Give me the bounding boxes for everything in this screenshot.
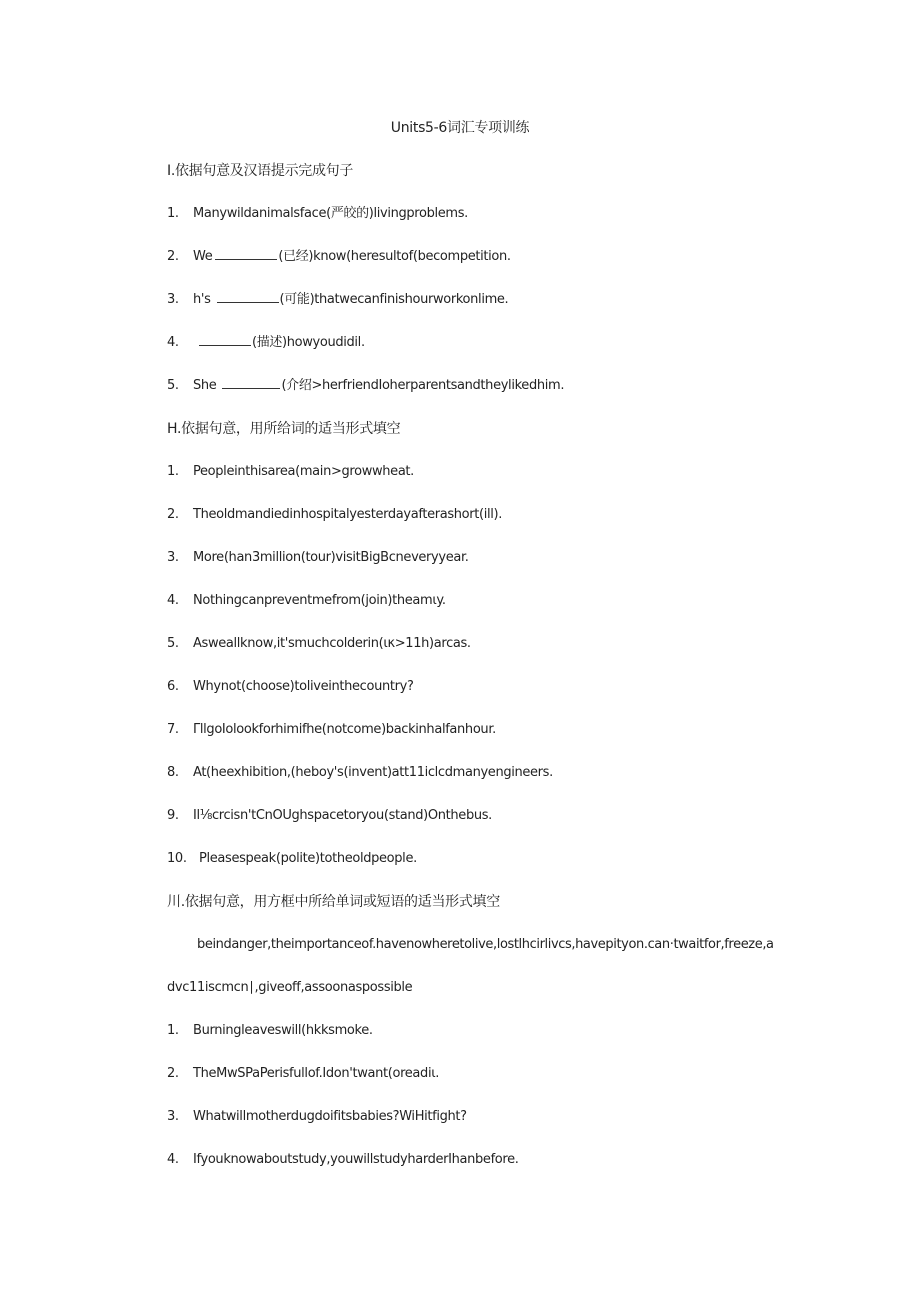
s2-item-6	[167, 677, 414, 697]
item-text-pre: She	[193, 378, 217, 393]
section-3-heading: 川.依据句意，用方框中所给单词或短语的适当形式填空	[167, 894, 500, 910]
item-number: 4.	[167, 335, 179, 350]
page-title: Units5-6词汇专项训练	[390, 120, 530, 136]
item-text: Manywildanimalsface(严皎的)livingproblems.	[193, 206, 468, 221]
item-text: Peopleinthisarea(main>growwheat.	[193, 464, 414, 479]
item-number: 10.	[167, 851, 187, 866]
s2-item-7	[167, 720, 496, 740]
item-text: Pleasespeak(polite)totheoldpeople.	[199, 851, 417, 866]
item-text: Burningleaveswill(hkksmoke.	[193, 1023, 373, 1038]
section-1-heading: I.依据句意及汉语提示完成句子	[167, 163, 354, 179]
item-number: 2.	[167, 249, 179, 264]
item-number: 2.	[167, 507, 179, 522]
item-text: TheMwSPaPerisfullof.Idon'twant(oreadiι.	[193, 1066, 440, 1081]
item-number: 3.	[167, 292, 179, 307]
item-text: Asweallknow,it'smuchcolderin(ικ>11h)arcas.	[193, 636, 471, 651]
s2-item-8	[167, 763, 553, 783]
s2-item-4	[167, 591, 446, 611]
item-text: Whatwillmotherdugdoifitsbabies?WiHitfight?	[193, 1109, 467, 1124]
s2-item-10	[167, 849, 417, 869]
item-text-pre: We	[193, 249, 213, 264]
s3-item-1	[167, 1021, 373, 1041]
s2-item-2	[167, 505, 502, 525]
s3-item-2	[167, 1064, 439, 1084]
item-number: 4.	[167, 593, 179, 608]
word-bank-line-1: beindanger,theimportanceof.havenowheretolive,lostlhcirlivcs,havepityon.can·twaitfor,freeze,a	[197, 937, 774, 952]
item-text-post: (描述)howyoudidil.	[252, 335, 365, 350]
s2-item-5	[167, 634, 471, 654]
s1-item-1	[167, 204, 468, 224]
s2-item-3	[167, 548, 469, 568]
item-number: 1.	[167, 464, 179, 479]
item-text-post: (已经)know(heresultof(becompetition.	[278, 249, 511, 264]
item-text: More(han3million(tour)visitBigBcneveryyear.	[193, 550, 469, 565]
s2-item-9	[167, 806, 492, 826]
s1-item-4	[167, 333, 365, 353]
item-number: 7.	[167, 722, 179, 737]
item-text: At(heexhibition,(heboy's(invent)att11iclcdmanyengineers.	[193, 765, 553, 780]
s2-item-1	[167, 462, 414, 482]
item-number: 9.	[167, 808, 179, 823]
item-text-post: (可能)thatwecanfinishourworkonlime.	[279, 292, 509, 307]
word-bank-line-2: dvc11iscmcn∣,giveoff,assoonaspossible	[167, 980, 413, 995]
answer-blank[interactable]	[215, 247, 277, 260]
item-text: ΓllgoIolookforhimifhe(notcome)backinhalfanhour.	[193, 722, 496, 737]
item-text: Ifyouknowaboutstudy,youwillstudyharderIhanbefore.	[193, 1152, 519, 1167]
item-text-pre: h's	[193, 292, 211, 307]
item-text: Theoldmandiedinhospitalyesterdayafterashort(ill).	[193, 507, 503, 522]
item-number: 8.	[167, 765, 179, 780]
s1-item-3	[167, 290, 508, 310]
item-number: 5.	[167, 636, 179, 651]
item-number: 6.	[167, 679, 179, 694]
item-number: 4.	[167, 1152, 179, 1167]
item-number: 2.	[167, 1066, 179, 1081]
item-number: 5.	[167, 378, 179, 393]
item-number: 1.	[167, 206, 179, 221]
item-number: 3.	[167, 550, 179, 565]
item-number: 1.	[167, 1023, 179, 1038]
item-text: Il⅛crcisn'tCnOUghspacetoryou(stand)Onthebus.	[193, 808, 492, 823]
s1-item-2	[167, 247, 511, 267]
item-text: Nothingcanpreventmefrom(join)theamιy.	[193, 593, 446, 608]
s3-item-4	[167, 1150, 519, 1170]
item-number: 3.	[167, 1109, 179, 1124]
item-text: Whynot(choose)toliveinthecountry?	[193, 679, 414, 694]
answer-blank[interactable]	[222, 376, 280, 389]
answer-blank[interactable]	[199, 333, 251, 346]
answer-blank[interactable]	[217, 290, 279, 303]
s3-item-3	[167, 1107, 467, 1127]
section-2-heading: H.依据句意，用所给词的适当形式填空	[167, 421, 401, 437]
item-text-post: (介绍>herfriendIoherparentsandtheylikedhim.	[281, 378, 565, 393]
s1-item-5	[167, 376, 564, 396]
